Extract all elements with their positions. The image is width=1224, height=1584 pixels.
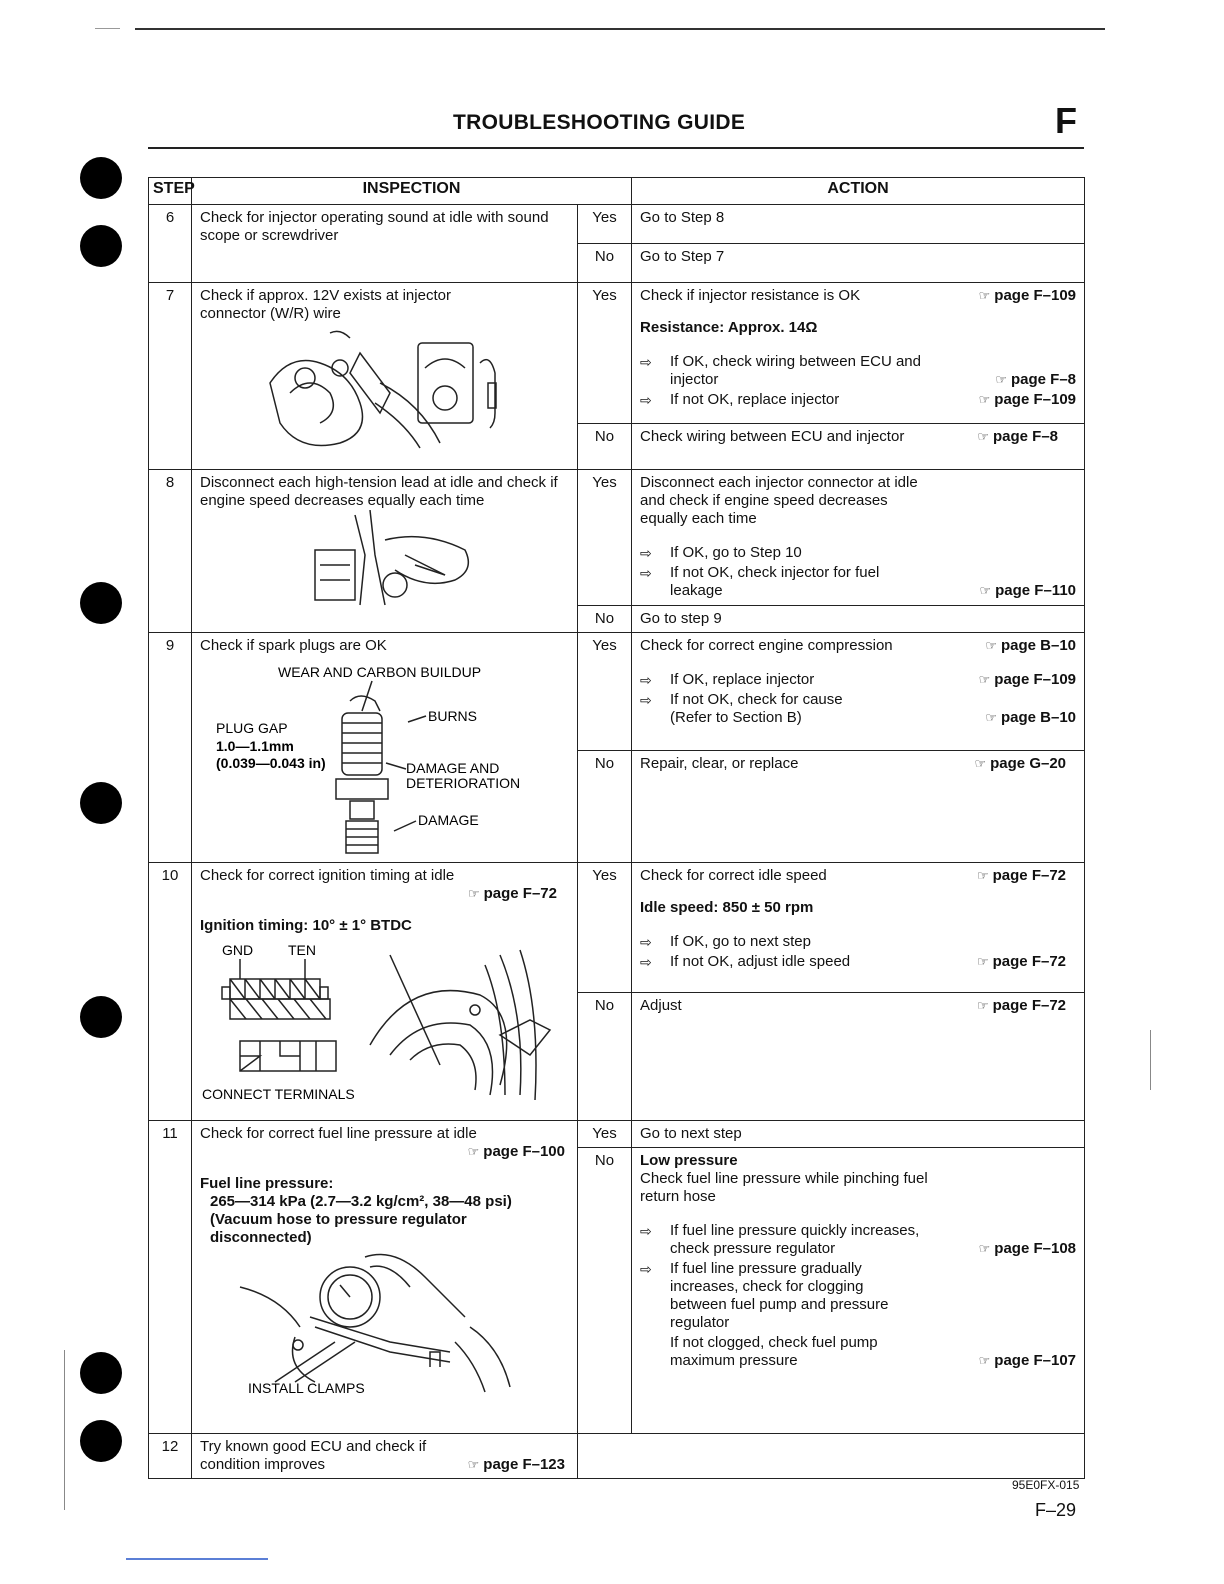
step-number: 10 bbox=[149, 863, 192, 1121]
page-ref: ☞ page B–10 bbox=[985, 637, 1077, 654]
page-ref-icon: ☞ bbox=[977, 429, 989, 444]
fig-label-gnd: GND bbox=[222, 942, 254, 958]
table-row bbox=[149, 470, 1085, 606]
page-ref-icon: ☞ bbox=[467, 886, 480, 901]
spec-value: Idle speed: 850 ± 50 rpm bbox=[640, 899, 814, 916]
no-label: No bbox=[578, 424, 632, 470]
arrow-icon: ⇨ bbox=[640, 934, 652, 950]
binder-hole bbox=[80, 582, 122, 624]
inspection-text: Disconnect each high-tension lead at idle and check if engine speed decreases equally each time bbox=[200, 474, 558, 509]
no-label: No bbox=[578, 751, 632, 863]
binder-hole bbox=[80, 157, 122, 199]
yes-label: Yes bbox=[578, 470, 632, 606]
yes-action-cell bbox=[632, 633, 1085, 751]
fig-label-connect: CONNECT TERMINALS bbox=[202, 1086, 355, 1102]
no-action-cell bbox=[632, 751, 1085, 863]
header-inspection: INSPECTION bbox=[192, 178, 632, 205]
arrow-icon: ⇨ bbox=[640, 354, 652, 370]
fig-label-gap-mm: 1.0—1.1mm bbox=[216, 738, 294, 754]
no-action: Check wiring between ECU and injector bbox=[640, 428, 905, 445]
page-ref-icon: ☞ bbox=[978, 288, 991, 303]
arrow-icon: ⇨ bbox=[640, 692, 652, 708]
no-action-cell bbox=[632, 1148, 1085, 1434]
page-ref-icon: ☞ bbox=[974, 756, 987, 771]
arrow-icon: ⇨ bbox=[640, 545, 652, 561]
spec-value: Resistance: Approx. 14Ω bbox=[640, 319, 818, 336]
margin-mark bbox=[64, 1350, 65, 1510]
page-title: TROUBLESHOOTING GUIDE bbox=[453, 111, 746, 134]
action-bullet: ⇨ ☞ page F–8 If OK, check wiring between ECU and injector bbox=[640, 353, 1077, 388]
no-label: No bbox=[578, 1148, 632, 1434]
yes-action-cell bbox=[632, 470, 1085, 606]
table-header-row bbox=[149, 178, 1085, 205]
no-label: No bbox=[578, 244, 632, 283]
page-ref: ☞ page F–8 bbox=[977, 428, 1059, 445]
step-number: 12 bbox=[149, 1434, 192, 1479]
action-bullet: ⇨ ☞ page F–108 If fuel line pressure quickly increases, check pressure regulator bbox=[640, 1222, 1077, 1257]
page-ref: ☞ page F–109 bbox=[978, 287, 1077, 304]
arrow-icon: ⇨ bbox=[640, 954, 652, 970]
yes-label: Yes bbox=[578, 205, 632, 244]
spec-note: (Vacuum hose to pressure regulator disconnected) bbox=[210, 1211, 467, 1246]
ignition-timing-illustration bbox=[200, 935, 570, 1105]
page-ref-icon: ☞ bbox=[467, 1144, 480, 1159]
inspection-cell bbox=[192, 863, 578, 1121]
yes-action-cell bbox=[632, 863, 1085, 993]
inspection-cell bbox=[192, 470, 578, 633]
yes-action: Disconnect each injector connector at idle and check if engine speed decreases equally each time bbox=[640, 474, 918, 527]
empty-cell bbox=[578, 1434, 1085, 1479]
yes-action: Go to Step 8 bbox=[632, 205, 1085, 244]
no-label: No bbox=[578, 993, 632, 1121]
inspection-text: Check for injector operating sound at idle with sound scope or screwdriver bbox=[192, 205, 578, 283]
no-action: Check fuel line pressure while pinching fuel return hose bbox=[640, 1170, 928, 1205]
arrow-icon: ⇨ bbox=[640, 1261, 652, 1277]
no-action: Go to step 9 bbox=[632, 606, 1085, 633]
section-letter: F bbox=[1055, 100, 1077, 141]
step-number: 9 bbox=[149, 633, 192, 863]
fig-label-burns: BURNS bbox=[428, 708, 478, 724]
page-ref: ☞ page F–100 bbox=[467, 1143, 565, 1160]
no-action-cell bbox=[632, 424, 1085, 470]
page-number: F–29 bbox=[1035, 1500, 1077, 1520]
table-row bbox=[149, 1121, 1085, 1148]
table-row bbox=[149, 1434, 1085, 1479]
arrow-icon: ⇨ bbox=[640, 565, 652, 581]
binder-hole bbox=[80, 782, 122, 824]
fig-label-plug-gap: PLUG GAP bbox=[216, 720, 288, 736]
page-ref-icon: ☞ bbox=[467, 1457, 480, 1472]
action-bullet: ⇨ ☞ page F–110 If not OK, check injector for fuel leakage bbox=[640, 564, 1077, 599]
fig-label-ten: TEN bbox=[288, 942, 316, 958]
action-bullet: ⇨ ☞ page F–72 If not OK, adjust idle speed bbox=[640, 953, 1067, 970]
figure-code: 95E0FX-015 bbox=[1012, 1478, 1080, 1492]
step-number: 11 bbox=[149, 1121, 192, 1434]
fig-label-damage-det-1: DAMAGE AND bbox=[406, 760, 500, 776]
inspection-text: Check for correct fuel line pressure at idle bbox=[200, 1125, 477, 1142]
inspection-cell bbox=[192, 283, 578, 470]
low-pressure-heading: Low pressure bbox=[640, 1152, 738, 1169]
fig-label-damage: DAMAGE bbox=[418, 812, 479, 828]
binder-hole bbox=[80, 225, 122, 267]
yes-label: Yes bbox=[578, 1121, 632, 1148]
yes-action-cell bbox=[632, 283, 1085, 424]
troubleshooting-table bbox=[148, 177, 1085, 1479]
action-bullet: ⇨ If fuel line pressure gradually increases, check for clogging between fuel pump and pressure regulator bbox=[640, 1260, 889, 1331]
yes-label: Yes bbox=[578, 863, 632, 993]
arrow-icon: ⇨ bbox=[640, 672, 652, 688]
spec-value: 265—314 kPa (2.7—3.2 kg/cm², 38—48 psi) bbox=[210, 1193, 512, 1210]
page-ref: ☞ page F–72 bbox=[976, 867, 1067, 884]
injector-voltage-illustration bbox=[250, 323, 550, 453]
high-tension-lead-illustration bbox=[295, 510, 495, 610]
page-ref: ☞ page F–72 bbox=[467, 885, 557, 902]
header-step: STEP bbox=[149, 178, 192, 205]
action-bullet: ⇨ ☞ page F–109 If OK, replace injector bbox=[640, 671, 1077, 688]
action-bullet: ⇨ ☞ page B–10 If not OK, check for cause (Refer to Section B) bbox=[640, 691, 1077, 726]
yes-action: Check if injector resistance is OK bbox=[640, 287, 861, 304]
yes-action: Check for correct idle speed bbox=[640, 867, 827, 884]
fig-label-damage-det-2: DETERIORATION bbox=[406, 775, 521, 791]
no-label: No bbox=[578, 606, 632, 633]
action-bullet: ⇨ If OK, go to Step 10 bbox=[640, 544, 802, 561]
yes-label: Yes bbox=[578, 283, 632, 424]
page-ref: ☞ page G–20 bbox=[974, 755, 1067, 772]
binder-hole bbox=[80, 996, 122, 1038]
inspection-text: Check if spark plugs are OK bbox=[200, 637, 387, 654]
spec-value: Ignition timing: 10° ± 1° BTDC bbox=[200, 917, 412, 934]
no-action: Adjust bbox=[640, 997, 682, 1014]
spark-plug-illustration bbox=[200, 661, 570, 856]
header-action: ACTION bbox=[632, 178, 1085, 205]
inspection-cell bbox=[192, 1434, 578, 1479]
step-number: 6 bbox=[149, 205, 192, 283]
action-bullet: ⇨ If OK, go to next step bbox=[640, 933, 811, 950]
fig-label-clamps: INSTALL CLAMPS bbox=[248, 1380, 365, 1396]
top-dash bbox=[95, 28, 120, 29]
page-ref-icon: ☞ bbox=[976, 868, 989, 883]
yes-action: Go to next step bbox=[632, 1121, 1085, 1148]
binder-hole bbox=[80, 1352, 122, 1394]
page-ref-icon: ☞ bbox=[976, 998, 989, 1013]
top-rule bbox=[135, 28, 1105, 30]
inspection-text: Try known good ECU and check if condition improves bbox=[200, 1438, 427, 1473]
margin-mark bbox=[1150, 1030, 1151, 1090]
inspection-text: Check for correct ignition timing at idle bbox=[200, 867, 455, 884]
arrow-icon: ⇨ bbox=[640, 1223, 652, 1239]
page-ref-icon: ☞ bbox=[985, 638, 997, 653]
no-action: Repair, clear, or replace bbox=[640, 755, 799, 772]
step-number: 8 bbox=[149, 470, 192, 633]
page-ref: ☞ page F–72 bbox=[976, 997, 1067, 1014]
action-bullet: ⇨ ☞ page F–109 If not OK, replace injector bbox=[640, 391, 1077, 408]
page-ref: ☞ page F–123 bbox=[467, 1456, 565, 1473]
binder-hole bbox=[80, 1420, 122, 1462]
fig-label-gap-in: (0.039—0.043 in) bbox=[216, 755, 326, 771]
yes-action: Check for correct engine compression bbox=[640, 637, 893, 654]
action-bullet: ☞ page F–107 If not clogged, check fuel pump maximum pressure bbox=[670, 1334, 1077, 1369]
fuel-pressure-gauge-illustration bbox=[200, 1247, 570, 1397]
inspection-text: Check if approx. 12V exists at injector connector (W/R) wire bbox=[200, 287, 451, 322]
bottom-blue-rule bbox=[126, 1558, 268, 1560]
table-row bbox=[149, 283, 1085, 424]
inspection-cell bbox=[192, 1121, 578, 1434]
step-number: 7 bbox=[149, 283, 192, 470]
table-row bbox=[149, 863, 1085, 993]
table-row bbox=[149, 205, 1085, 244]
spec-title: Fuel line pressure: bbox=[200, 1175, 334, 1192]
fig-label-wear: WEAR AND CARBON BUILDUP bbox=[278, 664, 482, 680]
inspection-cell bbox=[192, 633, 578, 863]
no-action-cell bbox=[632, 993, 1085, 1121]
no-action: Go to Step 7 bbox=[632, 244, 1085, 283]
yes-label: Yes bbox=[578, 633, 632, 751]
arrow-icon: ⇨ bbox=[640, 392, 652, 408]
table-row bbox=[149, 633, 1085, 751]
title-rule bbox=[148, 147, 1084, 149]
